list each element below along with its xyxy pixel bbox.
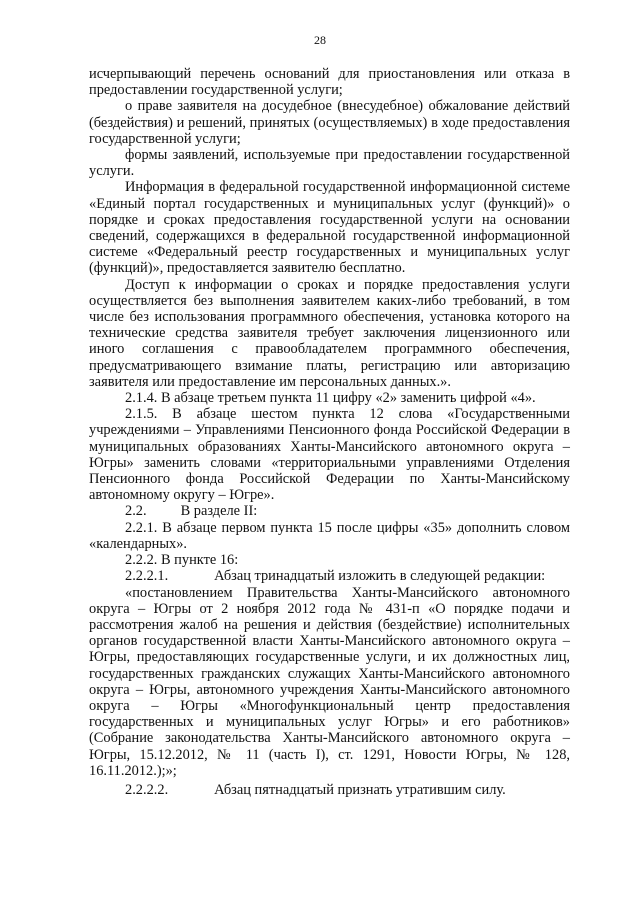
clause-number: 2.2.2.1.	[125, 568, 169, 585]
clause-text: Абзац тринадцатый изложить в следующей редакции:	[214, 568, 546, 585]
paragraph: 2.2.1. В абзаце первом пункта 15 после цифры «35» дополнить словом «календарных».	[89, 519, 570, 552]
paragraph	[89, 568, 570, 584]
clause-number: 2.2.	[125, 503, 147, 520]
paragraph: Информация в федеральной государственной информационной системе «Единый портал государственных и муниципальных услуг (функций)» о порядке и сроках предоставления государственной услуги на основании сведений, содержащихся в федеральной государственной информационной системе «Федеральный реестр государственных и муниципальных услуг (функций)», предоставляется заявителю бесплатно.	[89, 179, 570, 277]
paragraph: Доступ к информации о сроках и порядке предоставления услуги осуществляется без выполнения заявителем каких-либо требований, в том числе без использования программного обеспечения, установка которого на технические средства заявителя требует заключения лицензионного или иного соглашения с правообладателем программного обеспечения, предусматривающего взимание платы, регистрацию или авторизацию заявителя или предоставление им персональных данных.».	[89, 276, 570, 390]
paragraph: исчерпывающий перечень оснований для приостановления или отказа в предоставлении государственной услуги;	[89, 66, 570, 99]
paragraph: «постановлением Правительства Ханты-Мансийского автономного округа – Югры от 2 ноября 2012 года № 431-п «О порядке подачи и рассмотрения жалоб на решения и действия (бездействие) исполнительных органов государственной власти Ханты-Мансийского автономного округа – Югры, предоставляющих государственные услуги, и их должностных лиц, государственных гражданских служащих Ханты-Мансийского автономного округа – Югры, автономного учреждения Ханты-Мансийского автономного округа – Югры «Многофункциональный центр предоставления государственных и муниципальных услуг Югры» и его работников» (Собрание законодательства Ханты-Мансийского автономного округа – Югры, 15.12.2012, № 11 (часть I), ст. 1291, Новости Югры, № 128, 16.11.2012.);»;	[89, 584, 570, 779]
paragraph: 2.1.4. В абзаце третьем пункта 11 цифру «2» заменить цифрой «4».	[125, 390, 536, 407]
paragraph: формы заявлений, используемые при предоставлении государственной услуги.	[89, 147, 570, 180]
clause-text: Абзац пятнадцатый признать утратившим силу.	[214, 781, 506, 798]
paragraph: 2.1.5. В абзаце шестом пункта 12 слова «Государственными учреждениями – Управлениями Пенсионного фонда Российской Федерации в муниципальных образованиях Ханты-Мансийского автономного округа – Югры» заменить словами «территориальными управлениями Отделения Пенсионного фонда Российской Федерации по Ханты-Мансийскому автономному округу – Югре».	[89, 406, 570, 504]
paragraph	[89, 503, 570, 519]
document-body	[89, 66, 570, 798]
paragraph	[89, 782, 570, 798]
clause-text: В разделе II:	[180, 503, 258, 520]
page-number: 28	[314, 33, 326, 47]
paragraph: 2.2.2. В пункте 16:	[125, 552, 239, 569]
clause-number: 2.2.2.2.	[125, 781, 169, 798]
paragraph: о праве заявителя на досудебное (внесудебное) обжалование действий (бездействия) и решений, принятых (осуществляемых) в ходе предоставления государственной услуги;	[89, 98, 570, 147]
